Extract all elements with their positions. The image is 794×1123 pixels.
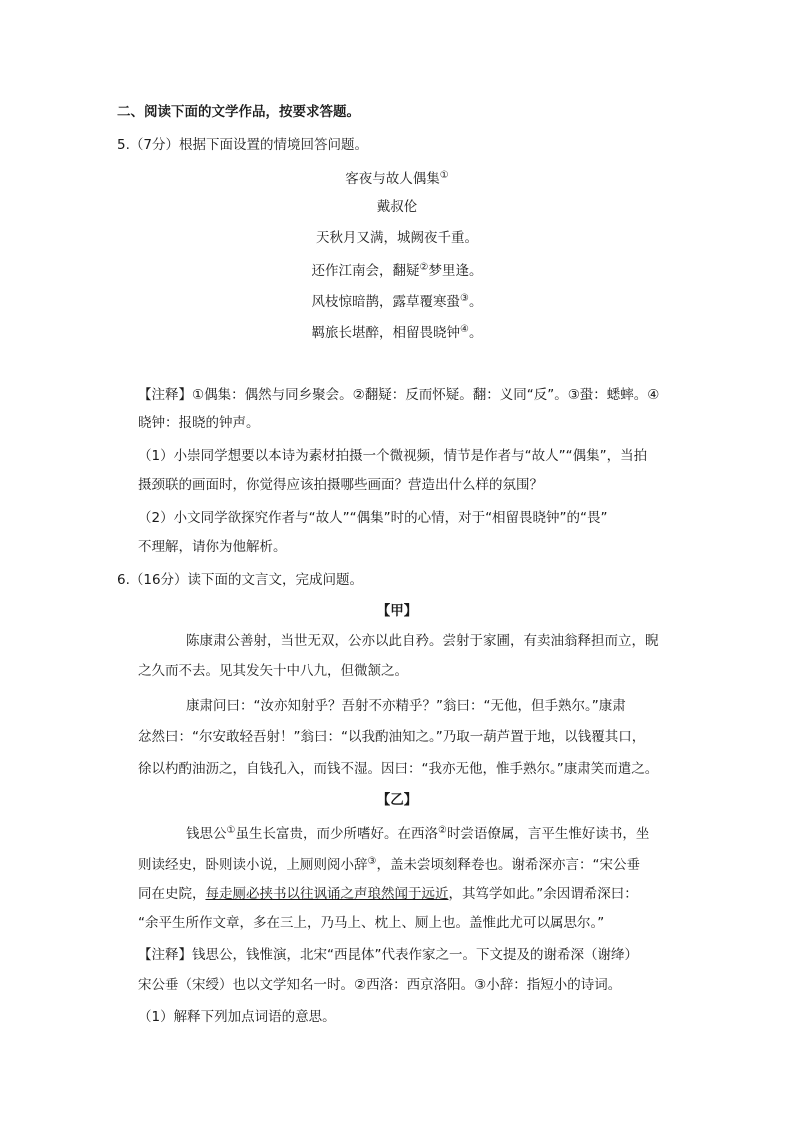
footnote-mark: ② (437, 825, 447, 836)
question-6-header: 6.（16分）读下面的文言文，完成问题。 (117, 572, 364, 588)
yi-line-3 (138, 884, 638, 904)
yi-line-1-a: 钱思公 (186, 826, 227, 842)
poem-line-2-a: 还作江南会，翻疑 (311, 263, 420, 279)
yi-note-line-2: 宋公垂（宋绶）也以文学知名一时。②西洛：西京洛阳。③小辞：指短小的诗词。 (138, 977, 622, 993)
footnote-mark: ② (419, 262, 429, 273)
q5-sub2-line-1: （2）小文同学欲探究作者与“故人”“偶集”时的心情，对于“相留畏晓钟”的“畏” (138, 510, 608, 526)
poem-line-4 (0, 320, 794, 343)
poem-line-4-b: 。 (468, 325, 483, 341)
poem-note-line-1: 【注释】①偶集：偶然与同乡聚会。②翻疑：反而怀疑。翻：义同“反”。③蛩：蟋蟀。④ (138, 387, 660, 403)
jia-p2-line-3: 徐以杓酌油沥之，自钱孔入，而钱不湿。因曰：“我亦无他，惟手熟尔。”康肃笑而遣之。 (138, 761, 659, 777)
poem-line-4-a: 羁旅长堪醉，相留畏晓钟 (311, 325, 461, 341)
poem-line-2 (0, 258, 794, 281)
yi-line-2 (138, 852, 640, 875)
poem-line-3 (0, 289, 794, 312)
yi-line-1-b: 虽生长富贵，而少所嗜好。在西洛 (235, 826, 438, 842)
footnote-mark: ① (439, 170, 449, 181)
q5-sub1-line-1: （1）小崇同学想要以本诗为素材拍摄一个微视频，情节是作者与“故人”“偶集”，当拍 (138, 448, 648, 464)
q5-sub1-line-2: 摄颈联的画面时，你觉得应该拍摄哪些画面？营造出什么样的氛围？ (138, 477, 543, 493)
yi-line-3-b: ，其笃学如此。”余因谓希深曰： (448, 886, 638, 902)
underlined-sentence: 每走厕必挟书以往讽诵之声琅然闻于远近 (205, 886, 449, 902)
yi-line-1-c: 时尝语僚属，言平生惟好读书，坐 (446, 826, 650, 842)
jia-p2-line-2: 忿然曰：“尔安敢轻吾射！”翁曰：“以我酌油知之。”乃取一葫芦置于地，以钱覆其口， (138, 729, 646, 745)
poem-author: 戴叔伦 (376, 199, 418, 215)
footnote-mark: ① (226, 825, 236, 836)
yi-line-3-a: 同在史院， (138, 886, 206, 902)
poem-line-3-b: 。 (468, 294, 483, 310)
yi-line-2-a: 则读经史，卧则读小说，上厕则阅小辞 (138, 857, 368, 873)
passage-yi-title: 【乙】 (376, 792, 418, 808)
poem-note-line-2: 晓钟：报晓的钟声。 (138, 415, 260, 431)
poem-title (0, 166, 794, 189)
jia-p1-line-1: 陈康肃公善射，当世无双，公亦以此自矜。尝射于家圃，有卖油翁释担而立，睨 (186, 633, 659, 649)
yi-line-2-b: ，盖未尝顷刻释卷也。谢希深亦言：“宋公垂 (376, 857, 640, 873)
jia-p1-line-2: 之久而不去。见其发矢十中八九，但微颔之。 (138, 663, 408, 679)
poem-line-2-b: 梦里逢。 (428, 263, 483, 279)
q5-sub2-line-2: 不理解，请你为他解析。 (138, 539, 287, 555)
poem-line-1: 天秋月又满，城阙夜千重。 (316, 230, 478, 246)
jia-p2-line-1: 康肃问曰：“汝亦知射乎？吾射不亦精乎？”翁曰：“无他，但手熟尔。”康肃 (186, 698, 626, 714)
question-5-header: 5.（7分）根据下面设置的情境回答问题。 (117, 137, 368, 153)
section-heading: 二、阅读下面的文学作品，按要求答题。 (117, 104, 360, 120)
q6-sub1: （1）解释下列加点词语的意思。 (138, 1009, 336, 1025)
yi-note-line-1: 【注释】钱思公，钱惟演，北宋“西昆体”代表作家之一。下文提及的谢希深（谢绛） (138, 947, 638, 963)
footnote-mark: ③ (460, 293, 469, 304)
footnote-mark: ④ (460, 324, 469, 335)
yi-line-4: “余平生所作文章，多在三上，乃马上、枕上、厕上也。盖惟此尤可以属思尔。” (138, 915, 605, 931)
footnote-mark: ③ (367, 856, 377, 867)
poem-title-text: 客夜与故人偶集 (345, 171, 440, 187)
yi-line-1 (186, 821, 649, 844)
poem-line-3-a: 风枝惊暗鹊，露草覆寒蛩 (311, 294, 461, 310)
passage-jia-title: 【甲】 (376, 603, 418, 619)
